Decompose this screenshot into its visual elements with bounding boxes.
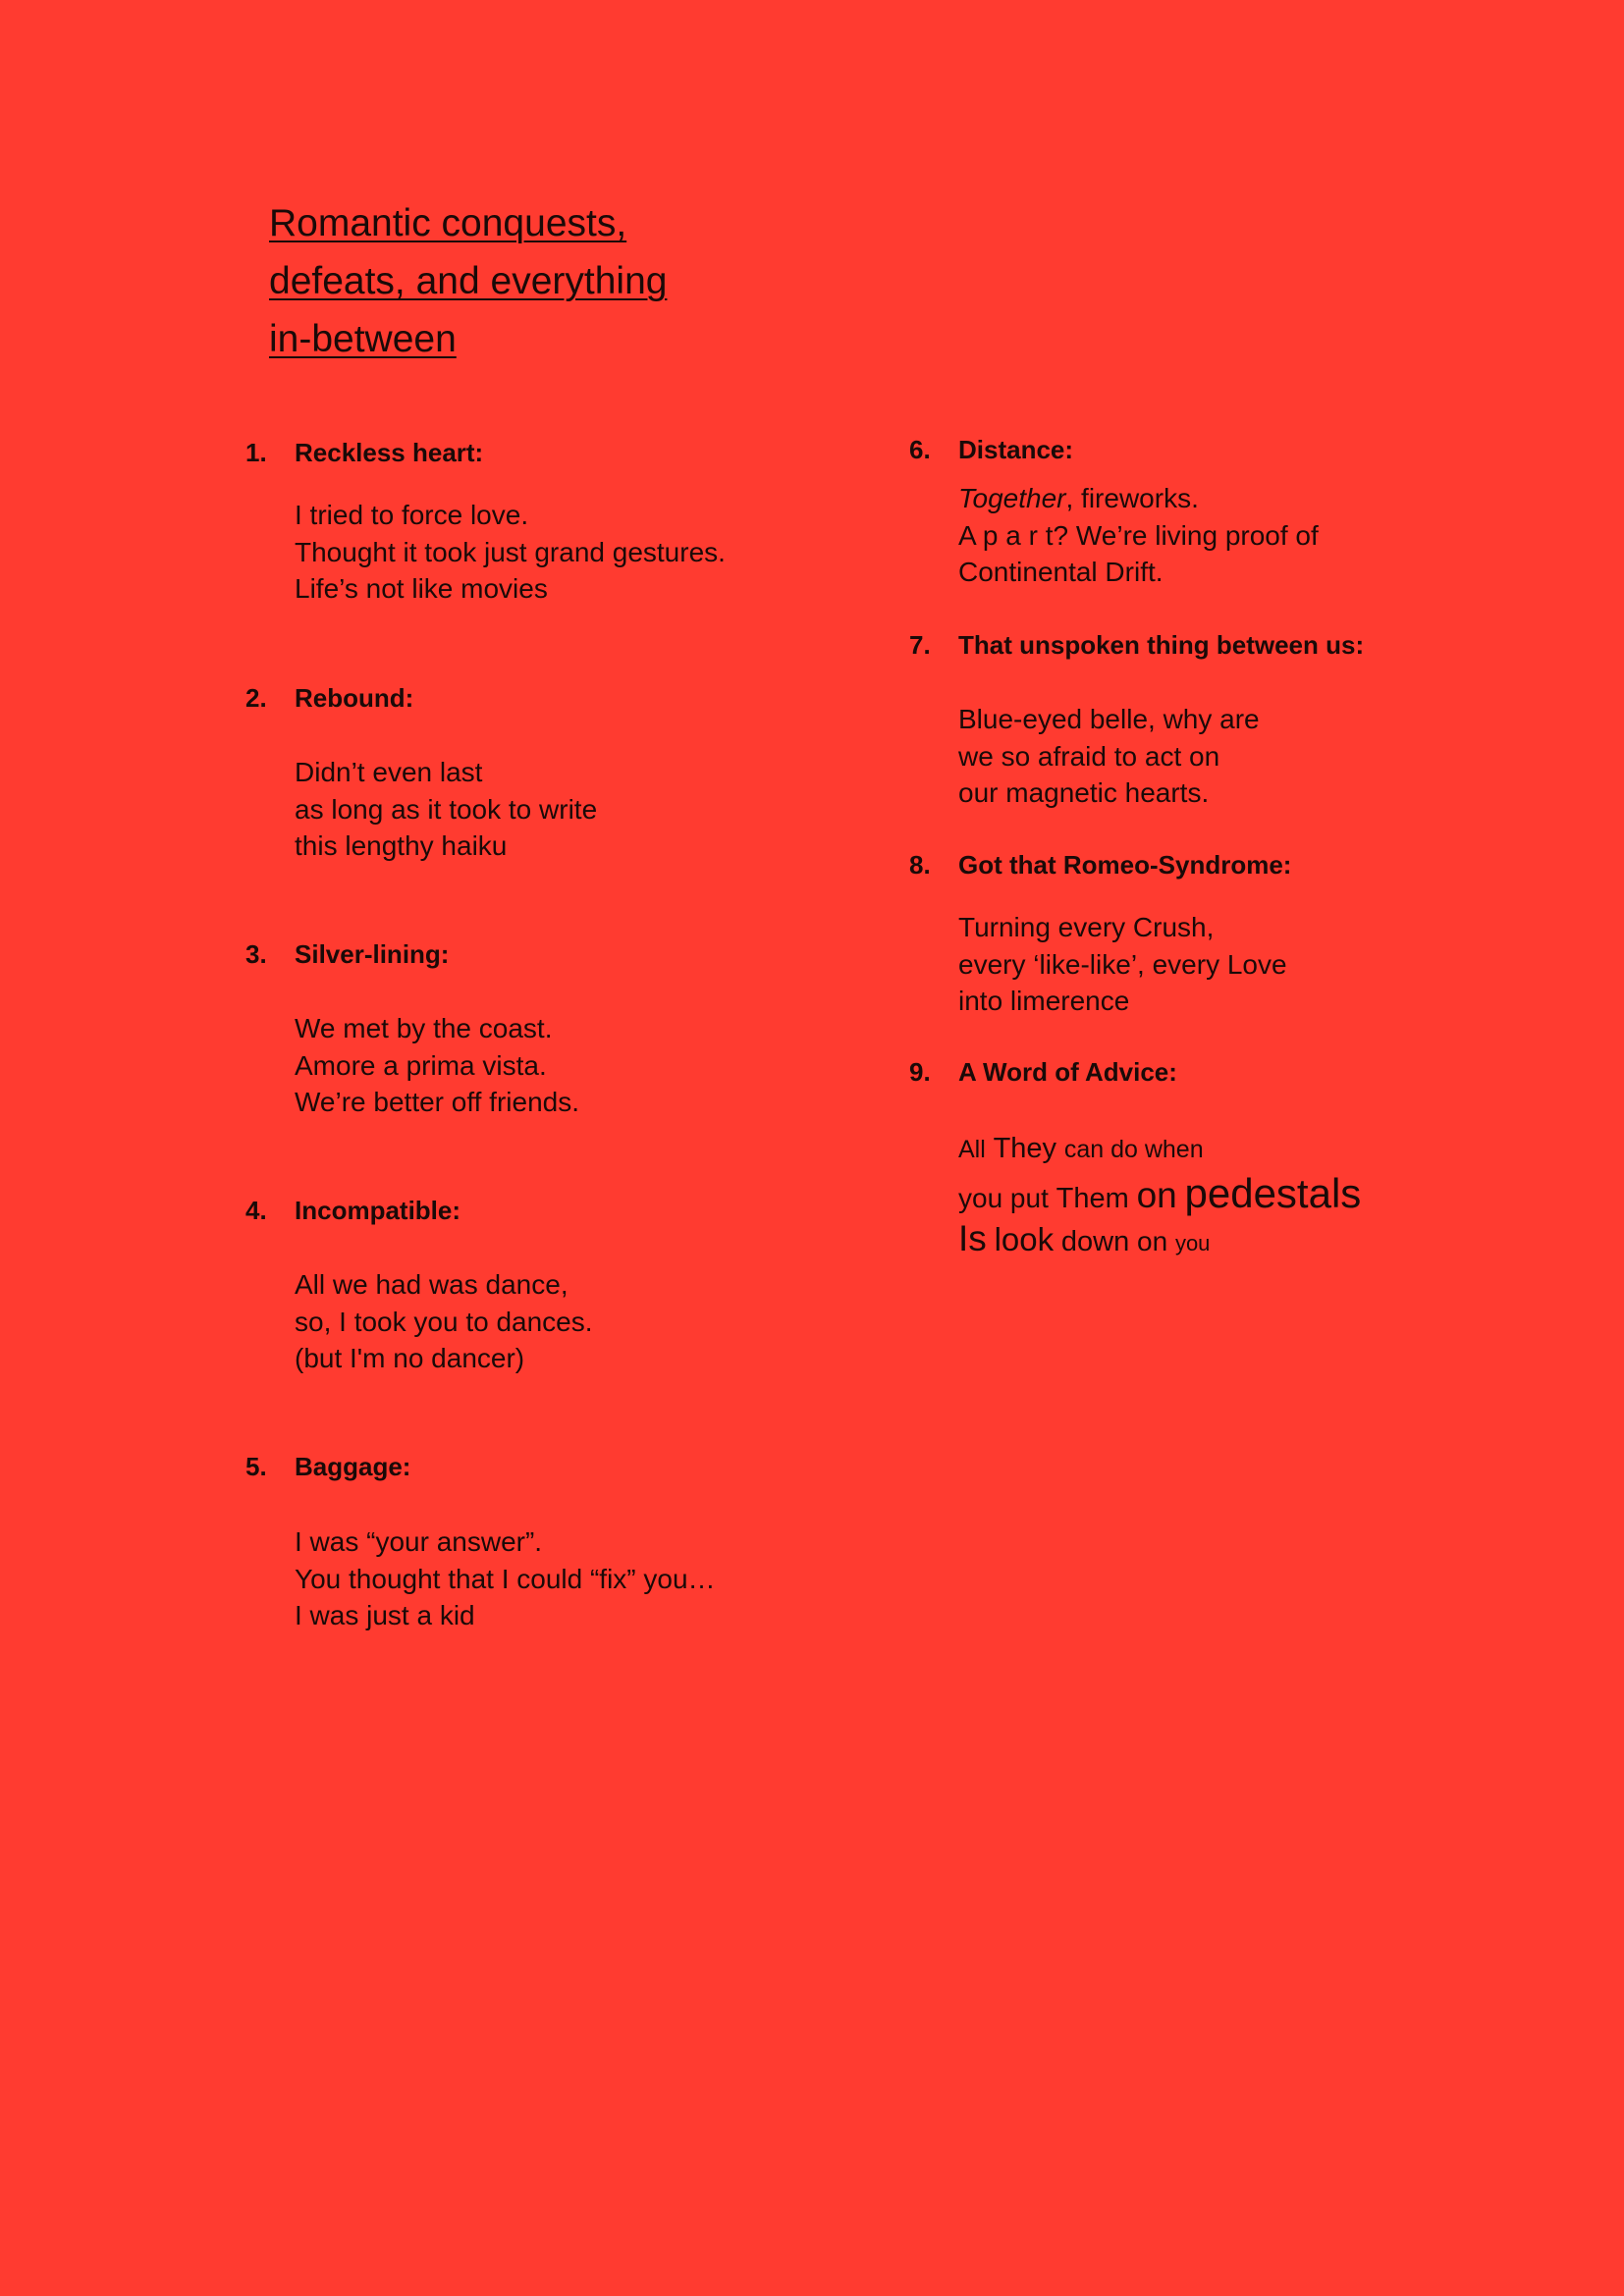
advice-word: pedestals bbox=[1184, 1170, 1362, 1216]
advice-word: All bbox=[958, 1136, 986, 1163]
advice-word: They bbox=[993, 1133, 1057, 1164]
advice-line bbox=[958, 1220, 1210, 1262]
advice-word: on bbox=[1136, 1175, 1177, 1215]
item-body bbox=[958, 909, 1287, 1020]
advice-word: you bbox=[1174, 1231, 1211, 1255]
item-body bbox=[295, 1266, 593, 1377]
poem-line: Life’s not like movies bbox=[295, 573, 548, 604]
advice-word: can do when bbox=[1063, 1136, 1204, 1163]
poem-line: I was just a kid bbox=[295, 1600, 475, 1630]
advice-word: look bbox=[994, 1221, 1055, 1257]
poem-line: All we had was dance, bbox=[295, 1269, 568, 1300]
poem-line-rest: , fireworks. bbox=[1065, 483, 1199, 513]
item-number: 1. bbox=[245, 438, 267, 467]
item-number: 7. bbox=[909, 630, 931, 660]
poem-line: Turning every Crush, bbox=[958, 912, 1215, 942]
item-number: 6. bbox=[909, 435, 931, 464]
advice-line bbox=[958, 1170, 1362, 1218]
item-heading: Distance: bbox=[958, 435, 1074, 464]
item-body bbox=[958, 701, 1260, 812]
poem-line: this lengthy haiku bbox=[295, 830, 508, 861]
item-heading: Incompatible: bbox=[295, 1196, 461, 1225]
poem-line: Thought it took just grand gestures. bbox=[295, 536, 726, 567]
item-number: 3. bbox=[245, 939, 267, 969]
poem-line: We’re better off friends. bbox=[295, 1087, 579, 1117]
poem-line: Continental Drift. bbox=[958, 557, 1164, 587]
title-line: Romantic conquests, bbox=[269, 202, 627, 244]
item-heading: A Word of Advice: bbox=[958, 1057, 1177, 1087]
poem-line: A p a r t? We’re living proof of bbox=[958, 519, 1319, 551]
poem-line: (but I'm no dancer) bbox=[295, 1343, 525, 1373]
advice-word: Them bbox=[1056, 1183, 1129, 1214]
poem-line: You thought that I could “fix” you… bbox=[295, 1563, 716, 1594]
poem-line: Blue-eyed belle, why are bbox=[958, 704, 1260, 734]
poem-line: into limerence bbox=[958, 986, 1130, 1016]
item-body bbox=[295, 1010, 579, 1121]
poem-line: our magnetic hearts. bbox=[958, 777, 1210, 808]
item-number: 8. bbox=[909, 850, 931, 880]
poem-line bbox=[958, 480, 1319, 517]
item-heading: Reckless heart: bbox=[295, 438, 484, 467]
poem-line: Didn’t even last bbox=[295, 757, 483, 787]
advice-word: on bbox=[1137, 1226, 1168, 1256]
poem-line: as long as it took to write bbox=[295, 793, 598, 825]
poem-line: we so afraid to act on bbox=[958, 740, 1220, 772]
poem-line: I was “your answer”. bbox=[295, 1526, 543, 1557]
page-title bbox=[269, 194, 760, 368]
item-heading: That unspoken thing between us: bbox=[958, 630, 1365, 660]
advice-word: you put bbox=[958, 1183, 1049, 1213]
item-body bbox=[958, 480, 1319, 591]
item-number: 9. bbox=[909, 1057, 931, 1087]
poem-line: so, I took you to dances. bbox=[295, 1306, 593, 1337]
item-number: 2. bbox=[245, 683, 267, 713]
poem-line: every ‘like-like’, every Love bbox=[958, 948, 1287, 980]
item-heading: Baggage: bbox=[295, 1452, 411, 1481]
advice-line bbox=[958, 1130, 1204, 1169]
item-body bbox=[295, 1523, 716, 1634]
item-heading: Silver-lining: bbox=[295, 939, 450, 969]
item-body bbox=[295, 497, 726, 608]
item-heading: Rebound: bbox=[295, 683, 414, 713]
item-number: 5. bbox=[245, 1452, 267, 1481]
advice-word: Is bbox=[958, 1218, 987, 1258]
item-heading: Got that Romeo-Syndrome: bbox=[958, 850, 1292, 880]
advice-word: down bbox=[1060, 1226, 1130, 1257]
title-line: defeats, and everything bbox=[269, 260, 668, 302]
item-body bbox=[958, 1130, 1469, 1277]
item-body bbox=[295, 754, 597, 865]
italic-word: Together bbox=[958, 483, 1066, 513]
item-number: 4. bbox=[245, 1196, 267, 1225]
title-line: in-between bbox=[269, 318, 457, 360]
poem-line: Amore a prima vista. bbox=[295, 1049, 547, 1081]
poem-line: I tried to force love. bbox=[295, 500, 529, 530]
poem-line: We met by the coast. bbox=[295, 1013, 553, 1043]
